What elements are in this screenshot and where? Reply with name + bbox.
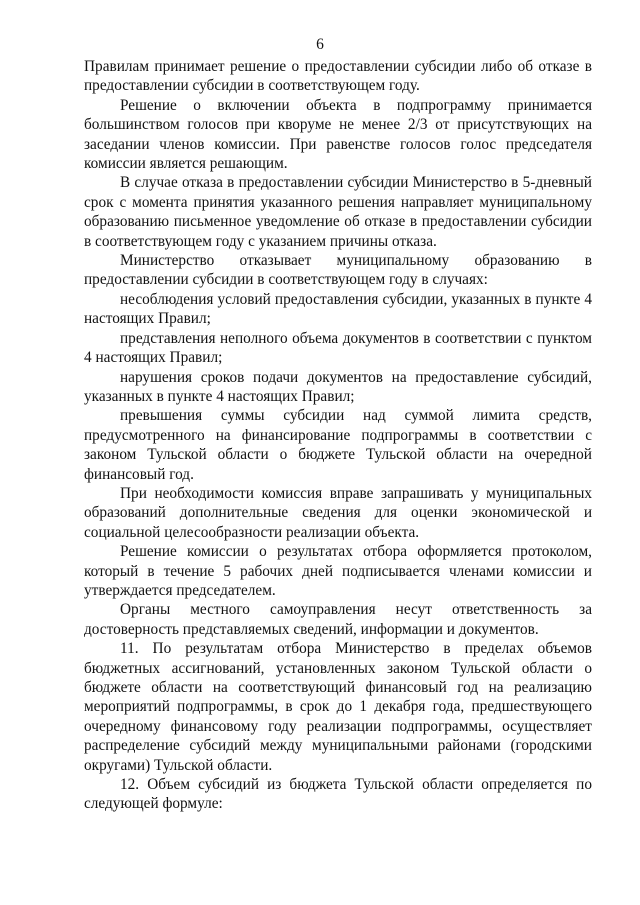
document-body [84,57,592,814]
list-item-limit-excess: превышения суммы субсидии над суммой лимита средств, предусмотренного на финансирование подпрограммы в соответствии с законом Тульской области о бюджете Тульской области на очередной финансовый год. [84,407,592,483]
paragraph-refusal-notice: В случае отказа в предоставлении субсидии Министерство в 5-дневный срок с момента принятия указанного решения направляет муниципальному образованию письменное уведомление об отказе в предоставлении субсидии в соответствующем году с указанием причины отказа. [84,174,592,250]
paragraph-item-12: 12. Объем субсидий из бюджета Тульской области определяется по следующей формуле: [84,776,592,813]
paragraph-decision-voting: Решение о включении объекта в подпрограмму принимается большинством голосов при кворуме не менее 2/3 от присутствующих на заседании членов комиссии. При равенстве голосов голос председателя комиссии является решающим. [84,96,592,173]
paragraph-protocol: Решение комиссии о результатах отбора оформляется протоколом, который в течение 5 рабочих дней подписывается членами комиссии и утверждается председателем. [84,543,592,599]
paragraph-item-11: 11. По результатам отбора Министерство в пределах объемов бюджетных ассигнований, установленных законом Тульской области о бюджете области на соответствующий финансовый год на реализацию мероприятий подпрограммы, в срок до 1 декабря года, предшествующего очередному финансовому году реализации подпрограммы, осуществляет распределение субсидий между муниципальными районами (городскими округами) Тульской области. [84,640,592,774]
list-item-incomplete-documents: представления неполного объема документов в соответствии с пунктом 4 настоящих Правил; [84,329,592,367]
paragraph-responsibility: Органы местного самоуправления несут ответственность за достоверность представляемых сведений, информации и документов. [84,601,592,638]
list-item-deadline-violation: нарушения сроков подачи документов на предоставление субсидий, указанных в пункте 4 настоящих Правил; [84,368,592,405]
page-number: 6 [316,36,324,53]
paragraph-continuation: Правилам принимает решение о предоставлении субсидии либо об отказе в предоставлении субсидии в соответствующем году. [84,58,592,95]
paragraph-refusal-cases-intro: Министерство отказывает муниципальному образованию в предоставлении субсидии в соответствующем году в случаях: [84,252,592,289]
paragraph-additional-info: При необходимости комиссия вправе запрашивать у муниципальных образований дополнительные сведения для оценки экономической и социальной целесообразности реализации объекта. [84,484,592,541]
list-item-noncompliance: несоблюдения условий предоставления субсидии, указанных в пункте 4 настоящих Правил; [84,290,592,328]
